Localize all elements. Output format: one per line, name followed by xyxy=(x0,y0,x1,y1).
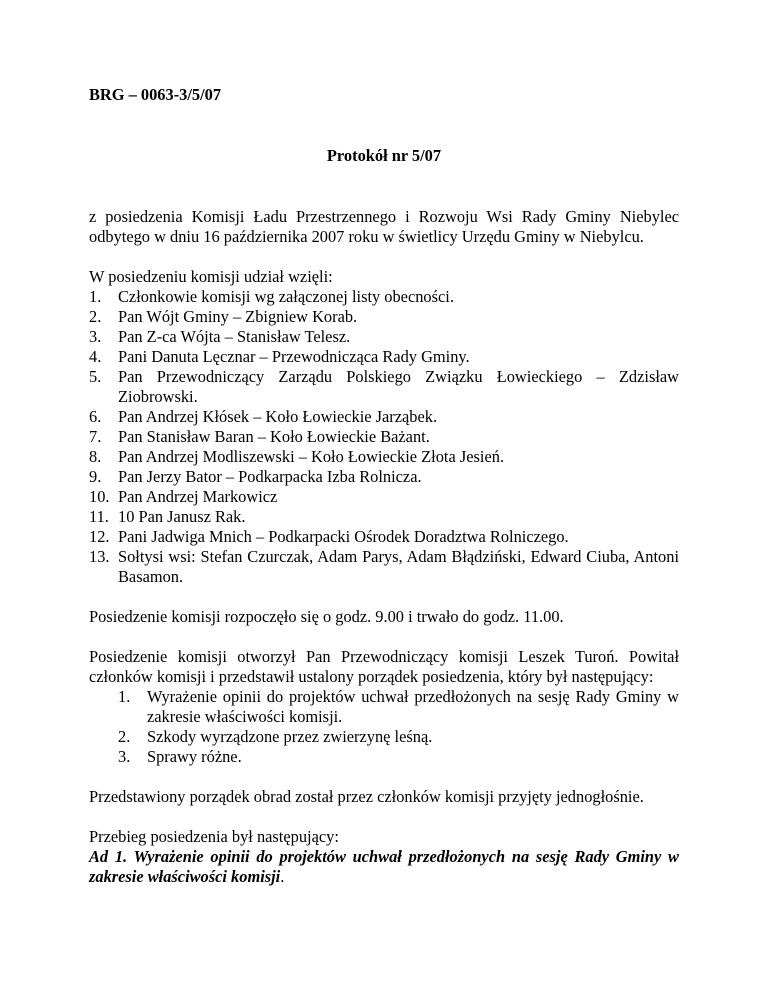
agenda-item-text: Szkody wyrządzone przez zwierzynę leśną. xyxy=(147,727,433,746)
list-item xyxy=(89,347,679,367)
list-item-text: Pan Andrzej Kłósek – Koło Łowieckie Jarząbek. xyxy=(118,407,438,426)
agenda-item-number: 2. xyxy=(118,727,131,746)
ad1-heading-text: Ad 1. Wyrażenie opinii do projektów uchwał przedłożonych na sesję Rady Gminy w zakresie właściwości komisji xyxy=(89,847,679,886)
agenda-item-number: 1. xyxy=(118,687,131,706)
document-reference: BRG – 0063-3/5/07 xyxy=(89,85,222,104)
list-item xyxy=(89,427,679,447)
list-item-text: Sołtysi wsi: Stefan Czurczak, Adam Parys, Adam Błądziński, Edward Ciuba, Antoni Basamon. xyxy=(118,547,679,586)
list-item xyxy=(89,547,679,587)
list-item xyxy=(89,467,679,487)
list-item-number: 5. xyxy=(89,367,102,386)
list-item xyxy=(89,367,679,407)
agenda-item-text: Sprawy różne. xyxy=(147,747,242,766)
list-item-text: Członkowie komisji wg załączonej listy obecności. xyxy=(118,287,454,306)
list-item xyxy=(89,327,679,347)
list-item-number: 10. xyxy=(89,487,110,506)
agenda-accepted-paragraph: Przedstawiony porządek obrad został przez członków komisji przyjęty jednogłośnie. xyxy=(89,787,644,806)
list-item-number: 6. xyxy=(89,407,102,426)
list-item-number: 8. xyxy=(89,447,102,466)
list-item xyxy=(89,287,679,307)
document-title: Protokół nr 5/07 xyxy=(326,146,442,165)
list-item-number: 7. xyxy=(89,427,102,446)
agenda-item xyxy=(118,747,679,767)
opening-paragraph: Posiedzenie komisji otworzył Pan Przewodniczący komisji Leszek Turoń. Powitał członków komisji i przedstawił ustalony porządek posiedzenia, który był następujący: xyxy=(89,647,679,686)
attendance-heading: W posiedzeniu komisji udział wzięli: xyxy=(89,267,333,286)
list-item-text: Pan Andrzej Markowicz xyxy=(118,487,278,506)
list-item-text: Pan Przewodniczący Zarządu Polskiego Związku Łowieckiego – Zdzisław Ziobrowski. xyxy=(118,367,679,406)
agenda-item-text: Wyrażenie opinii do projektów uchwał przedłożonych na sesję Rady Gminy w zakresie właściwości komisji. xyxy=(147,687,679,726)
list-item-number: 2. xyxy=(89,307,102,326)
agenda-item xyxy=(118,687,679,727)
list-item-text: Pan Andrzej Modliszewski – Koło Łowieckie Złota Jesień. xyxy=(118,447,505,466)
meeting-time-paragraph: Posiedzenie komisji rozpoczęło się o godz. 9.00 i trwało do godz. 11.00. xyxy=(89,607,564,626)
list-item xyxy=(89,407,679,427)
list-item-number: 3. xyxy=(89,327,102,346)
list-item xyxy=(89,507,679,527)
list-item xyxy=(89,307,679,327)
list-item-text: Pan Stanisław Baran – Koło Łowieckie Bażant. xyxy=(118,427,430,446)
list-item xyxy=(89,447,679,467)
intro-paragraph: z posiedzenia Komisji Ładu Przestrzennego i Rozwoju Wsi Rady Gminy Niebylec odbytego w dniu 16 października 2007 roku w świetlicy Urzędu Gminy w Niebylcu. xyxy=(89,207,679,246)
agenda-item xyxy=(118,727,679,747)
agenda-item-number: 3. xyxy=(118,747,131,766)
list-item-text: Pani Jadwiga Mnich – Podkarpacki Ośrodek Doradztwa Rolniczego. xyxy=(118,527,569,546)
list-item-number: 9. xyxy=(89,467,102,486)
course-heading: Przebieg posiedzenia był następujący: xyxy=(89,827,339,846)
list-item xyxy=(89,527,679,547)
attendance-list xyxy=(89,287,679,587)
list-item xyxy=(89,487,679,507)
ad1-heading-period: . xyxy=(280,867,285,886)
agenda-list xyxy=(89,687,679,767)
list-item-number: 4. xyxy=(89,347,102,366)
list-item-number: 12. xyxy=(89,527,110,546)
list-item-text: Pan Jerzy Bator – Podkarpacka Izba Rolnicza. xyxy=(118,467,422,486)
list-item-number: 13. xyxy=(89,547,110,566)
ad1-heading xyxy=(89,847,679,887)
list-item-text: Pan Wójt Gminy – Zbigniew Korab. xyxy=(118,307,358,326)
list-item-text: 10 Pan Janusz Rak. xyxy=(118,507,246,526)
document-page xyxy=(89,85,679,887)
list-item-number: 11. xyxy=(89,507,109,526)
list-item-number: 1. xyxy=(89,287,102,306)
list-item-text: Pan Z-ca Wójta – Stanisław Telesz. xyxy=(118,327,351,346)
list-item-text: Pani Danuta Lęcznar – Przewodnicząca Rady Gminy. xyxy=(118,347,470,366)
